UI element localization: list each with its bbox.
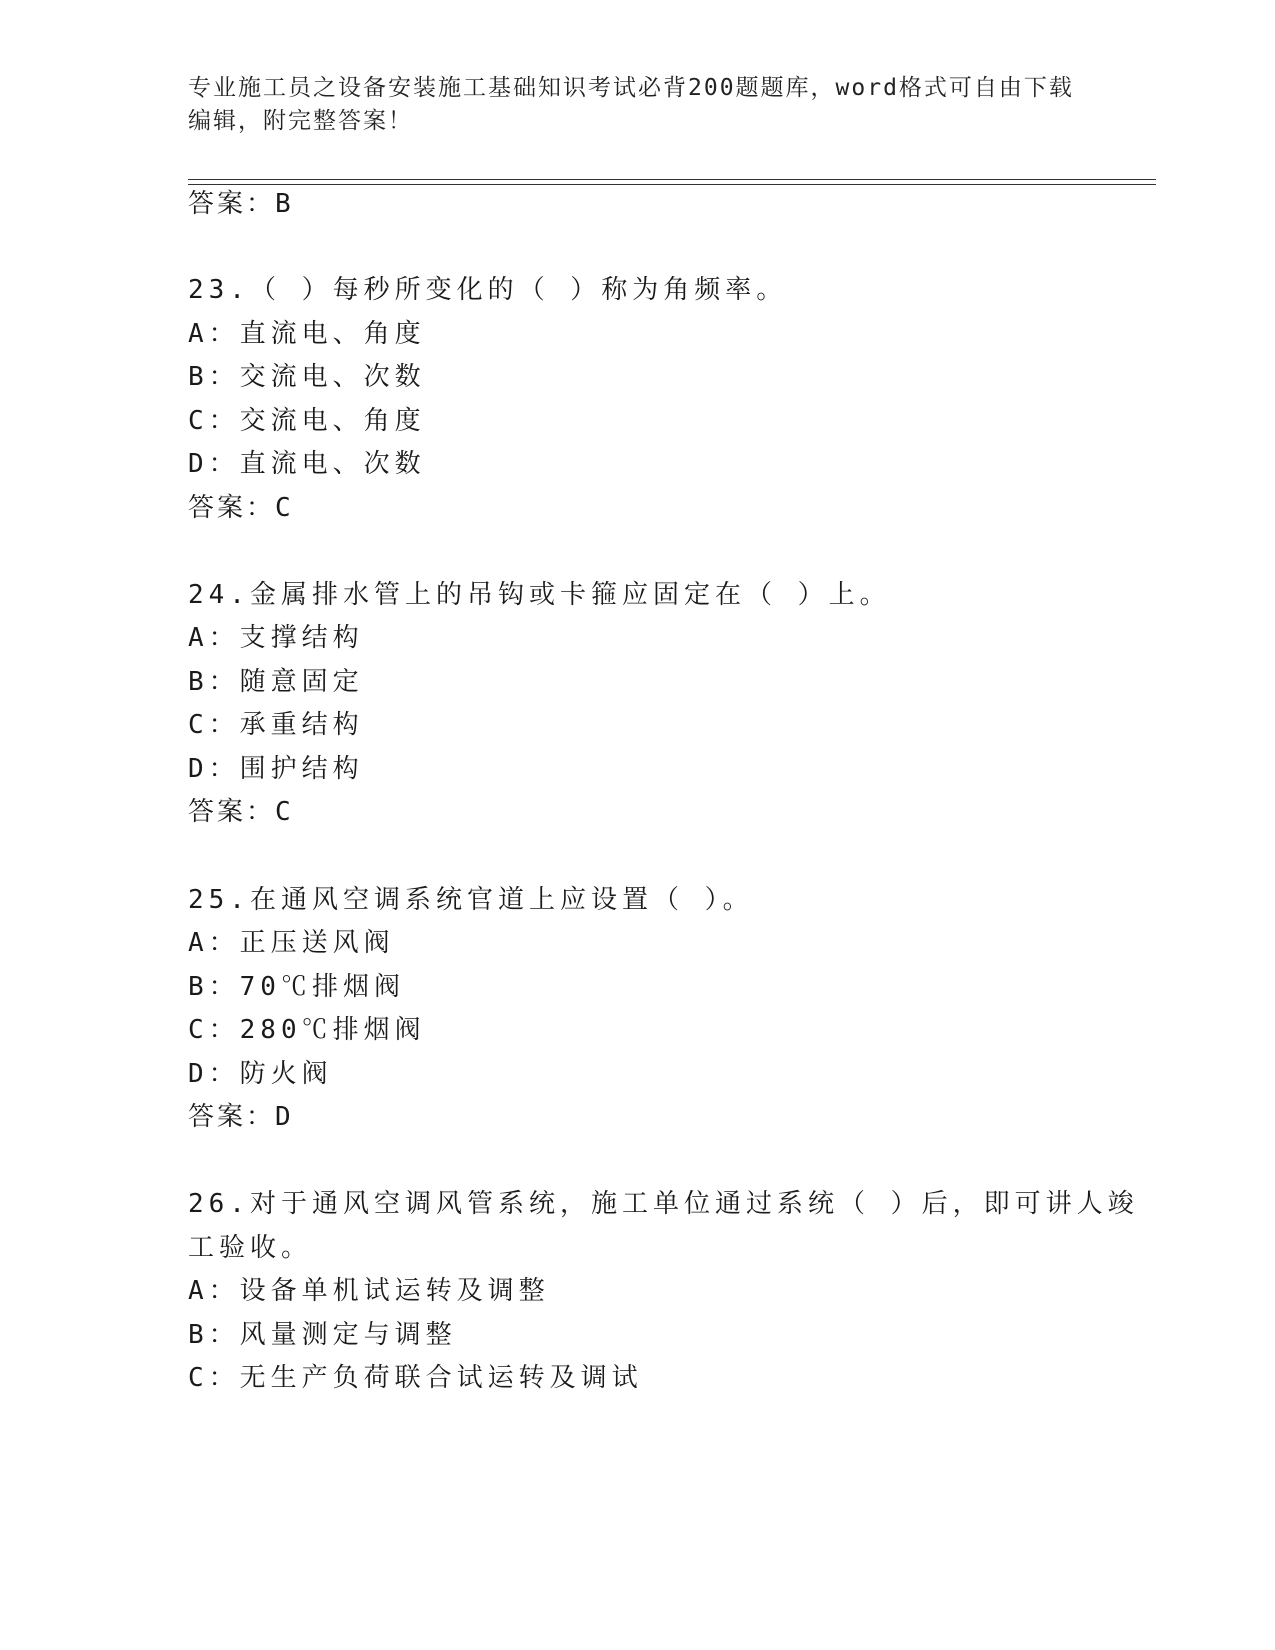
q26-option-c: C：无生产负荷联合试运转及调试 [188,1363,643,1393]
question-26-line-2: 工验收。 [188,1233,313,1263]
question-24: 24.金属排水管上的吊钩或卡箍应固定在（ ）上。 [188,580,891,610]
answer-previous: 答案：B [188,189,294,219]
header-divider-top [188,179,1156,180]
q23-option-b: B：交流电、次数 [188,362,426,392]
q23-option-c: C：交流电、角度 [188,406,426,436]
header-title-line-1: 专业施工员之设备安装施工基础知识考试必背200题题库，word格式可自由下载 [188,75,1074,101]
q24-answer: 答案：C [188,797,294,827]
header-title-line-2: 编辑，附完整答案！ [188,108,413,134]
q26-option-b: B：风量测定与调整 [188,1320,457,1350]
q24-option-a: A：支撑结构 [188,623,364,653]
q26-option-a: A：设备单机试运转及调整 [188,1276,550,1306]
question-25: 25.在通风空调系统官道上应设置（ ）。 [188,885,754,915]
header-divider-bottom [188,184,1156,185]
document-header [188,72,1078,138]
q24-option-d: D：围护结构 [188,754,364,784]
q24-option-c: C：承重结构 [188,710,364,740]
q25-option-a: A：正压送风阀 [188,928,395,958]
question-26-line-1: 26.对于通风空调风管系统，施工单位通过系统（ ）后，即可讲人竣 [188,1189,1139,1219]
q25-option-d: D：防火阀 [188,1059,333,1089]
q25-option-b: B：70℃排烟阀 [188,972,405,1002]
q23-answer: 答案：C [188,493,294,523]
q25-option-c: C：280℃排烟阀 [188,1015,426,1045]
q23-option-a: A：直流电、角度 [188,319,426,349]
question-23: 23.（ ）每秒所变化的（ ）称为角频率。 [188,275,788,305]
q25-answer: 答案：D [188,1102,294,1132]
q23-option-d: D：直流电、次数 [188,449,426,479]
q24-option-b: B：随意固定 [188,667,364,697]
